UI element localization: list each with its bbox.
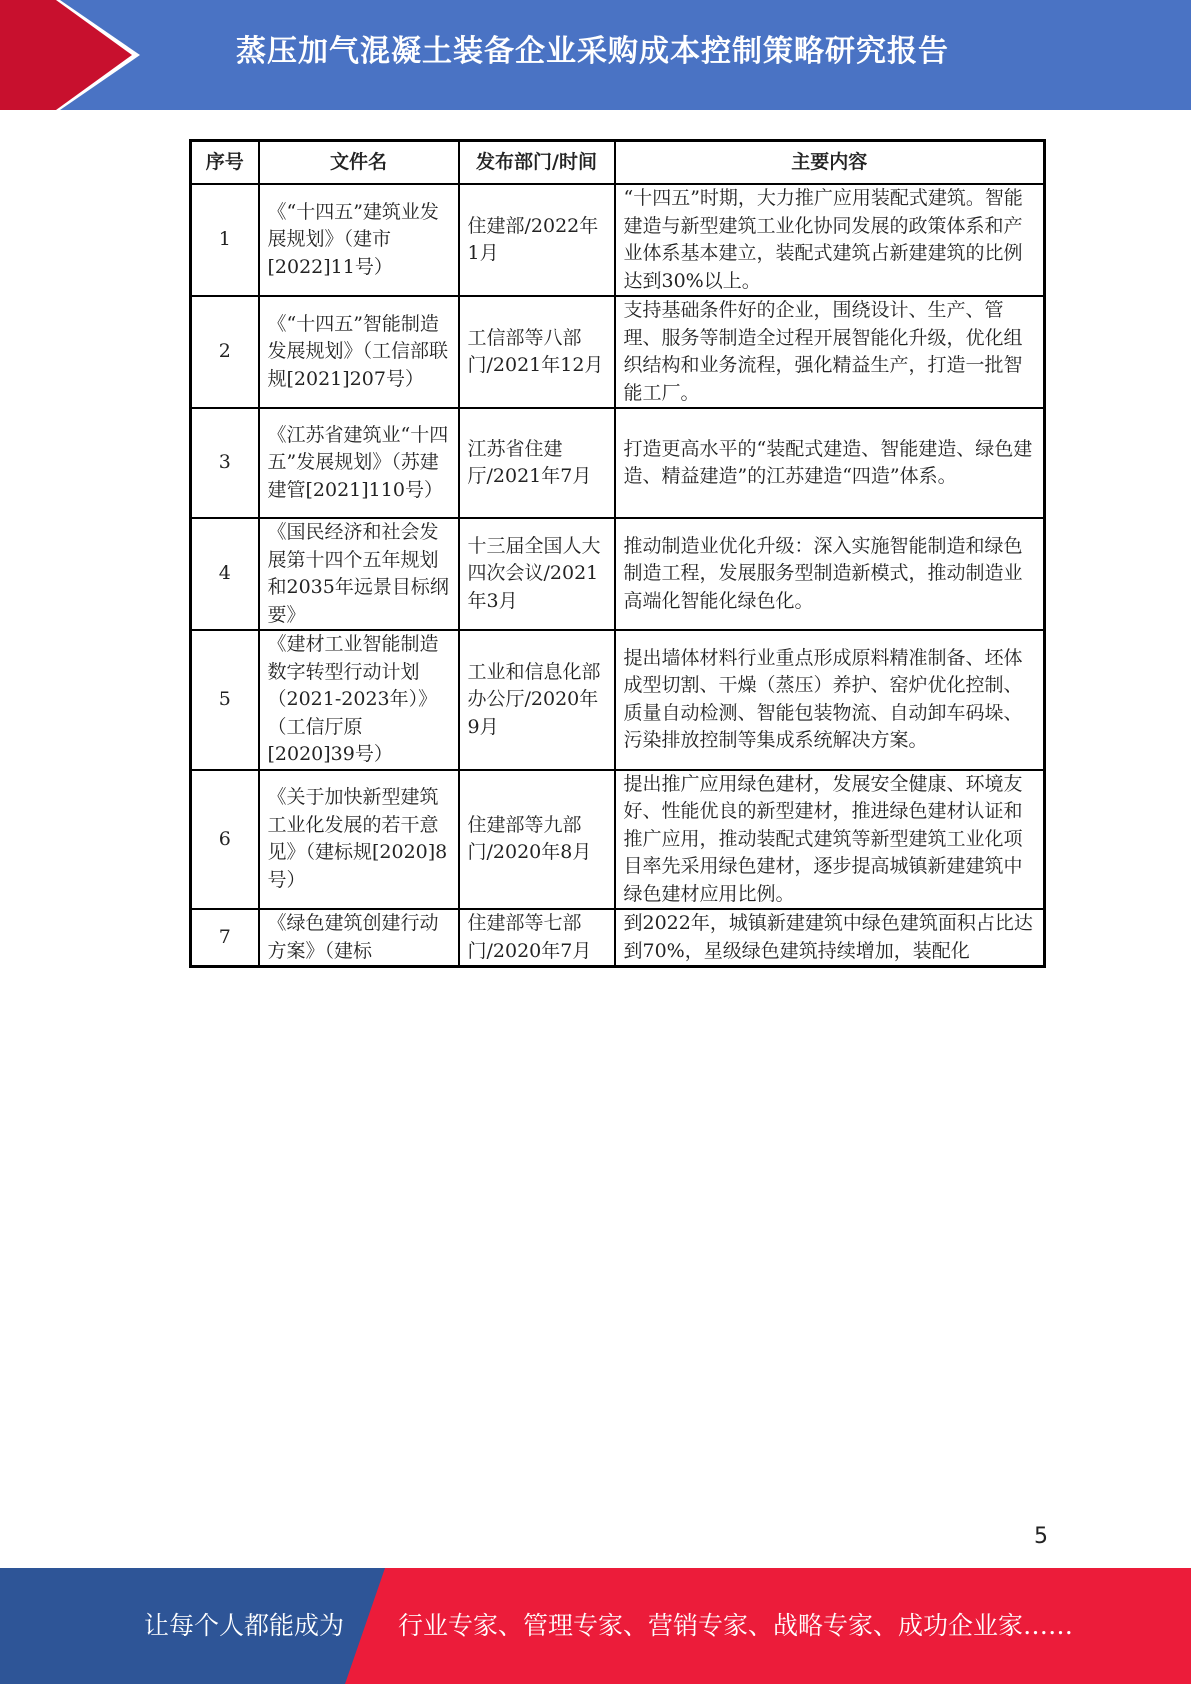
table-row: [191, 770, 1045, 910]
header-cell-file: 文件名: [259, 141, 459, 185]
table-row: [191, 408, 1045, 518]
header-banner: [0, 0, 1191, 110]
row-file: 《“十四五”智能制造发展规划》（工信部联规[2021]207号）: [259, 296, 459, 408]
row-file: 《建材工业智能制造数字转型行动计划（2021-2023年）》（工信厅原[2020]39号）: [259, 630, 459, 770]
row-num: 4: [191, 518, 259, 630]
row-num: 2: [191, 296, 259, 408]
row-num: 6: [191, 770, 259, 910]
row-content: 提出墙体材料行业重点形成原料精准制备、坯体成型切割、干燥（蒸压）养护、窑炉优化控制、质量自动检测、智能包装物流、自动卸车码垛、污染排放控制等集成系统解决方案。: [615, 630, 1045, 770]
header-cell-num: 序号: [191, 141, 259, 185]
table-row: [191, 296, 1045, 408]
row-dept: 住建部等七部门/2020年7月: [459, 909, 615, 967]
row-num: 7: [191, 909, 259, 967]
row-dept: 江苏省住建厅/2021年7月: [459, 408, 615, 518]
footer-slogan-left: 让每个人都能成为: [144, 1611, 345, 1640]
row-content: 打造更高水平的“装配式建造、智能建造、绿色建造、精益建造”的江苏建造“四造”体系。: [615, 408, 1045, 518]
row-dept: 十三届全国人大四次会议/2021年3月: [459, 518, 615, 630]
table-row: [191, 184, 1045, 296]
footer-banner: [0, 1568, 1191, 1684]
row-dept: 工业和信息化部办公厅/2020年9月: [459, 630, 615, 770]
row-dept: 住建部/2022年1月: [459, 184, 615, 296]
row-file: 《江苏省建筑业“十四五”发展规划》（苏建建管[2021]110号）: [259, 408, 459, 518]
header-cell-content: 主要内容: [615, 141, 1045, 185]
table-header-row: [191, 141, 1045, 185]
row-content: 推动制造业优化升级：深入实施智能制造和绿色制造工程，发展服务型制造新模式，推动制造业高端化智能化绿色化。: [615, 518, 1045, 630]
table-row: [191, 630, 1045, 770]
table-row: [191, 909, 1045, 967]
header-arrow-decoration: [0, 0, 140, 110]
row-file: 《“十四五”建筑业发展规划》（建市[2022]11号）: [259, 184, 459, 296]
row-content: 支持基础条件好的企业，围绕设计、生产、管理、服务等制造全过程开展智能化升级，优化组织结构和业务流程，强化精益生产，打造一批智能工厂。: [615, 296, 1045, 408]
table-row: [191, 518, 1045, 630]
row-num: 5: [191, 630, 259, 770]
page-number: 5: [1034, 1524, 1048, 1549]
report-title: 蒸压加气混凝土装备企业采购成本控制策略研究报告: [236, 34, 949, 69]
row-file: 《国民经济和社会发展第十四个五年规划和2035年远景目标纲要》: [259, 518, 459, 630]
row-file: 《绿色建筑创建行动方案》（建标: [259, 909, 459, 967]
header-cell-dept: 发布部门/时间: [459, 141, 615, 185]
row-content: “十四五”时期，大力推广应用装配式建筑。智能建造与新型建筑工业化协同发展的政策体系和产业体系基本建立，装配式建筑占新建建筑的比例达到30%以上。: [615, 184, 1045, 296]
footer-slogan-right: 行业专家、管理专家、营销专家、战略专家、成功企业家……: [398, 1611, 1074, 1640]
row-file: 《关于加快新型建筑工业化发展的若干意见》（建标规[2020]8号）: [259, 770, 459, 910]
row-num: 3: [191, 408, 259, 518]
row-num: 1: [191, 184, 259, 296]
policy-table: [189, 139, 1046, 968]
row-dept: 住建部等九部门/2020年8月: [459, 770, 615, 910]
row-content: 到2022年，城镇新建建筑中绿色建筑面积占比达到70%，星级绿色建筑持续增加，装配化: [615, 909, 1045, 967]
row-dept: 工信部等八部门/2021年12月: [459, 296, 615, 408]
row-content: 提出推广应用绿色建材，发展安全健康、环境友好、性能优良的新型建材，推进绿色建材认证和推广应用，推动装配式建筑等新型建筑工业化项目率先采用绿色建材，逐步提高城镇新建建筑中绿色建材应用比例。: [615, 770, 1045, 910]
